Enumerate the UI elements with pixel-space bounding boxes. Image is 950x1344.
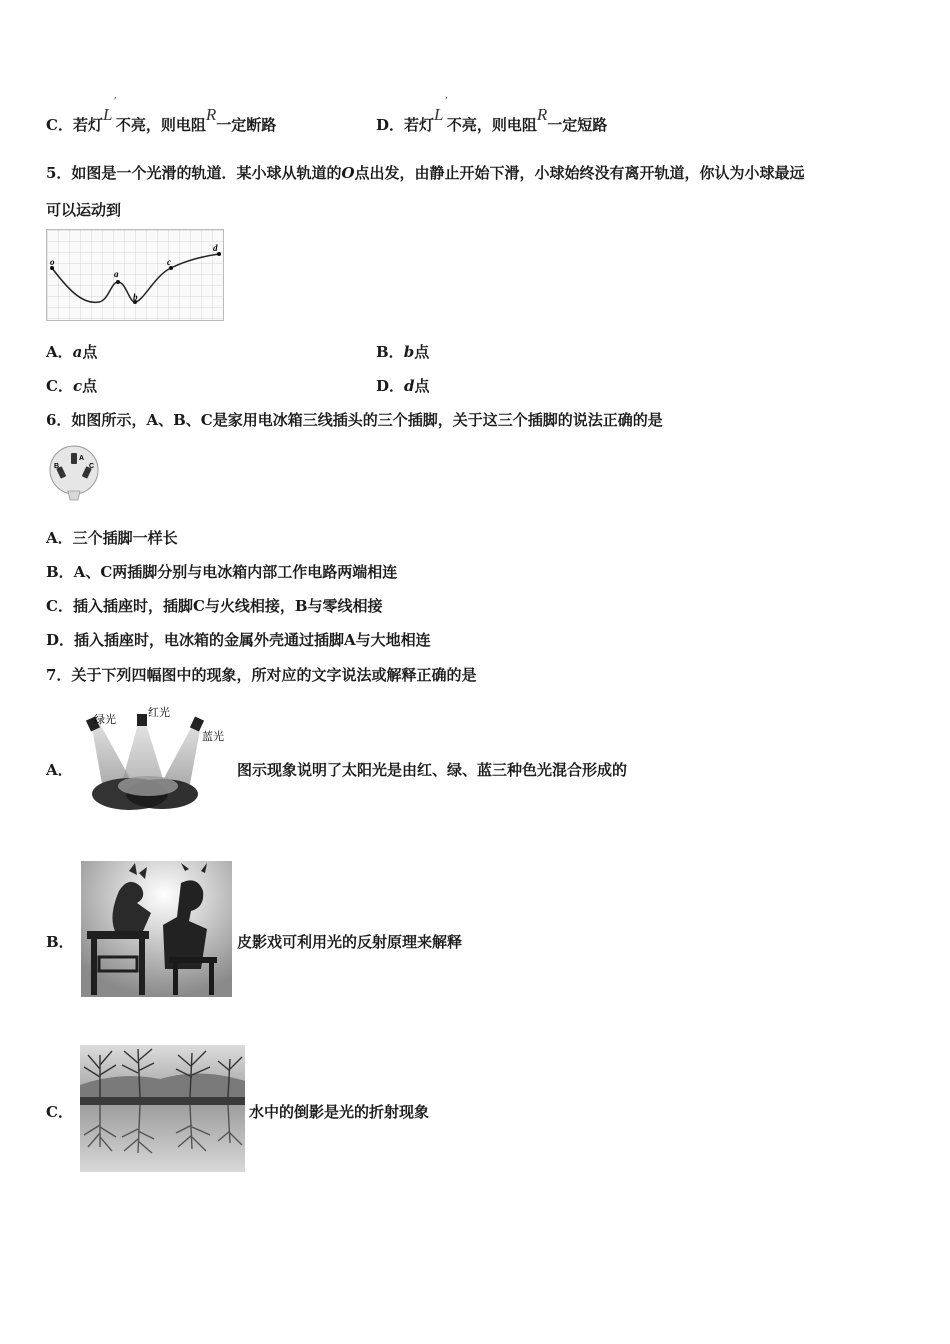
option-var: a xyxy=(72,343,83,361)
q4-option-d xyxy=(376,95,608,135)
water-reflection-illustration xyxy=(80,1045,245,1172)
light-mixing-illustration xyxy=(80,702,232,814)
option-var: c xyxy=(72,377,83,395)
plug-illustration xyxy=(46,445,102,501)
q7-option-b-text: 皮影戏可利用光的反射原理来解释 xyxy=(237,933,463,951)
q7-option-b-letter: B． xyxy=(46,933,74,951)
label-green-light: 绿光 xyxy=(94,713,116,726)
q5-stem-part-a: 5．如图是一个光滑的轨道．某小球从轨道的 xyxy=(46,164,342,182)
option-var: d xyxy=(404,377,415,395)
shadow-play-illustration xyxy=(81,861,232,997)
option-letter: D． xyxy=(376,377,405,395)
option-text: 点 xyxy=(82,377,98,395)
q6-stem: 6．如图所示，A、B、C是家用电冰箱三线插头的三个插脚，关于这三个插脚的说法正确的是 xyxy=(46,411,663,429)
lamp-symbol: L′ xyxy=(434,95,447,124)
q4-option-c-mid: 不亮，则电阻 xyxy=(115,116,206,134)
q5-option-d xyxy=(376,375,430,396)
graph-label-d: d xyxy=(213,243,218,253)
graph-label-b: b xyxy=(133,292,138,302)
option-text: 点 xyxy=(414,343,430,361)
q7-option-a-text: 图示现象说明了太阳光是由红、绿、蓝三种色光混合形成的 xyxy=(237,761,628,779)
water-reflection-photo xyxy=(80,1045,245,1172)
q7-option-a-letter: A． xyxy=(46,761,73,779)
option-letter: C． xyxy=(46,377,73,395)
q7-option-c-letter: C． xyxy=(46,1103,73,1121)
q4-option-c-suffix: 一定断路 xyxy=(216,116,277,134)
plug-label-a: A xyxy=(79,455,85,462)
q6-option-c: C．插入插座时，插脚C与火线相接，B与零线相接 xyxy=(46,597,383,615)
q5-stem-line2: 可以运动到 xyxy=(46,201,122,219)
q4-option-c-prefix: C．若灯 xyxy=(46,116,103,134)
q4-option-d-prefix: D．若灯 xyxy=(376,116,435,134)
lamp-symbol: L′ xyxy=(102,95,116,124)
q7-option-c-text: 水中的倒影是光的折射现象 xyxy=(249,1103,430,1121)
label-red-light: 红光 xyxy=(148,706,170,719)
graph-label-a: a xyxy=(114,269,119,279)
graph-label-c: c xyxy=(167,257,171,267)
shadow-play-photo xyxy=(81,861,232,997)
q4-option-d-mid: 不亮，则电阻 xyxy=(446,116,537,134)
option-letter: A． xyxy=(46,343,73,361)
label-blue-light: 蓝光 xyxy=(202,730,224,743)
light-mixing-figure xyxy=(80,702,232,814)
plug-figure xyxy=(46,445,102,501)
track-graph xyxy=(46,229,224,321)
resistor-symbol: R xyxy=(536,105,548,124)
plug-label-c: C xyxy=(89,463,95,470)
q4-option-d-suffix: 一定短路 xyxy=(547,116,608,134)
q5-option-a xyxy=(46,341,97,362)
q6-option-a: A．三个插脚一样长 xyxy=(46,529,178,547)
track-figure xyxy=(47,230,223,320)
q6-option-d: D．插入插座时，电冰箱的金属外壳通过插脚A与大地相连 xyxy=(46,631,431,649)
q5-stem-line1 xyxy=(46,162,805,183)
q4-option-c xyxy=(46,95,277,135)
option-var: b xyxy=(403,343,415,361)
q5-option-b xyxy=(376,341,429,362)
q5-option-c xyxy=(46,375,97,396)
option-letter: B． xyxy=(376,343,404,361)
q6-option-b: B．A、C两插脚分别与电冰箱内部工作电路两端相连 xyxy=(46,563,398,581)
q7-stem: 7．关于下列四幅图中的现象，所对应的文字说法或解释正确的是 xyxy=(46,666,477,684)
graph-label-o: o xyxy=(50,257,55,267)
plug-label-b: B xyxy=(54,463,60,470)
q5-stem-part-b: 点出发，由静止开始下滑，小球始终没有离开轨道，你认为小球最远 xyxy=(354,164,805,182)
resistor-symbol: R xyxy=(205,105,217,124)
option-text: 点 xyxy=(82,343,98,361)
option-text: 点 xyxy=(414,377,430,395)
q5-stem-point: O xyxy=(341,164,355,182)
